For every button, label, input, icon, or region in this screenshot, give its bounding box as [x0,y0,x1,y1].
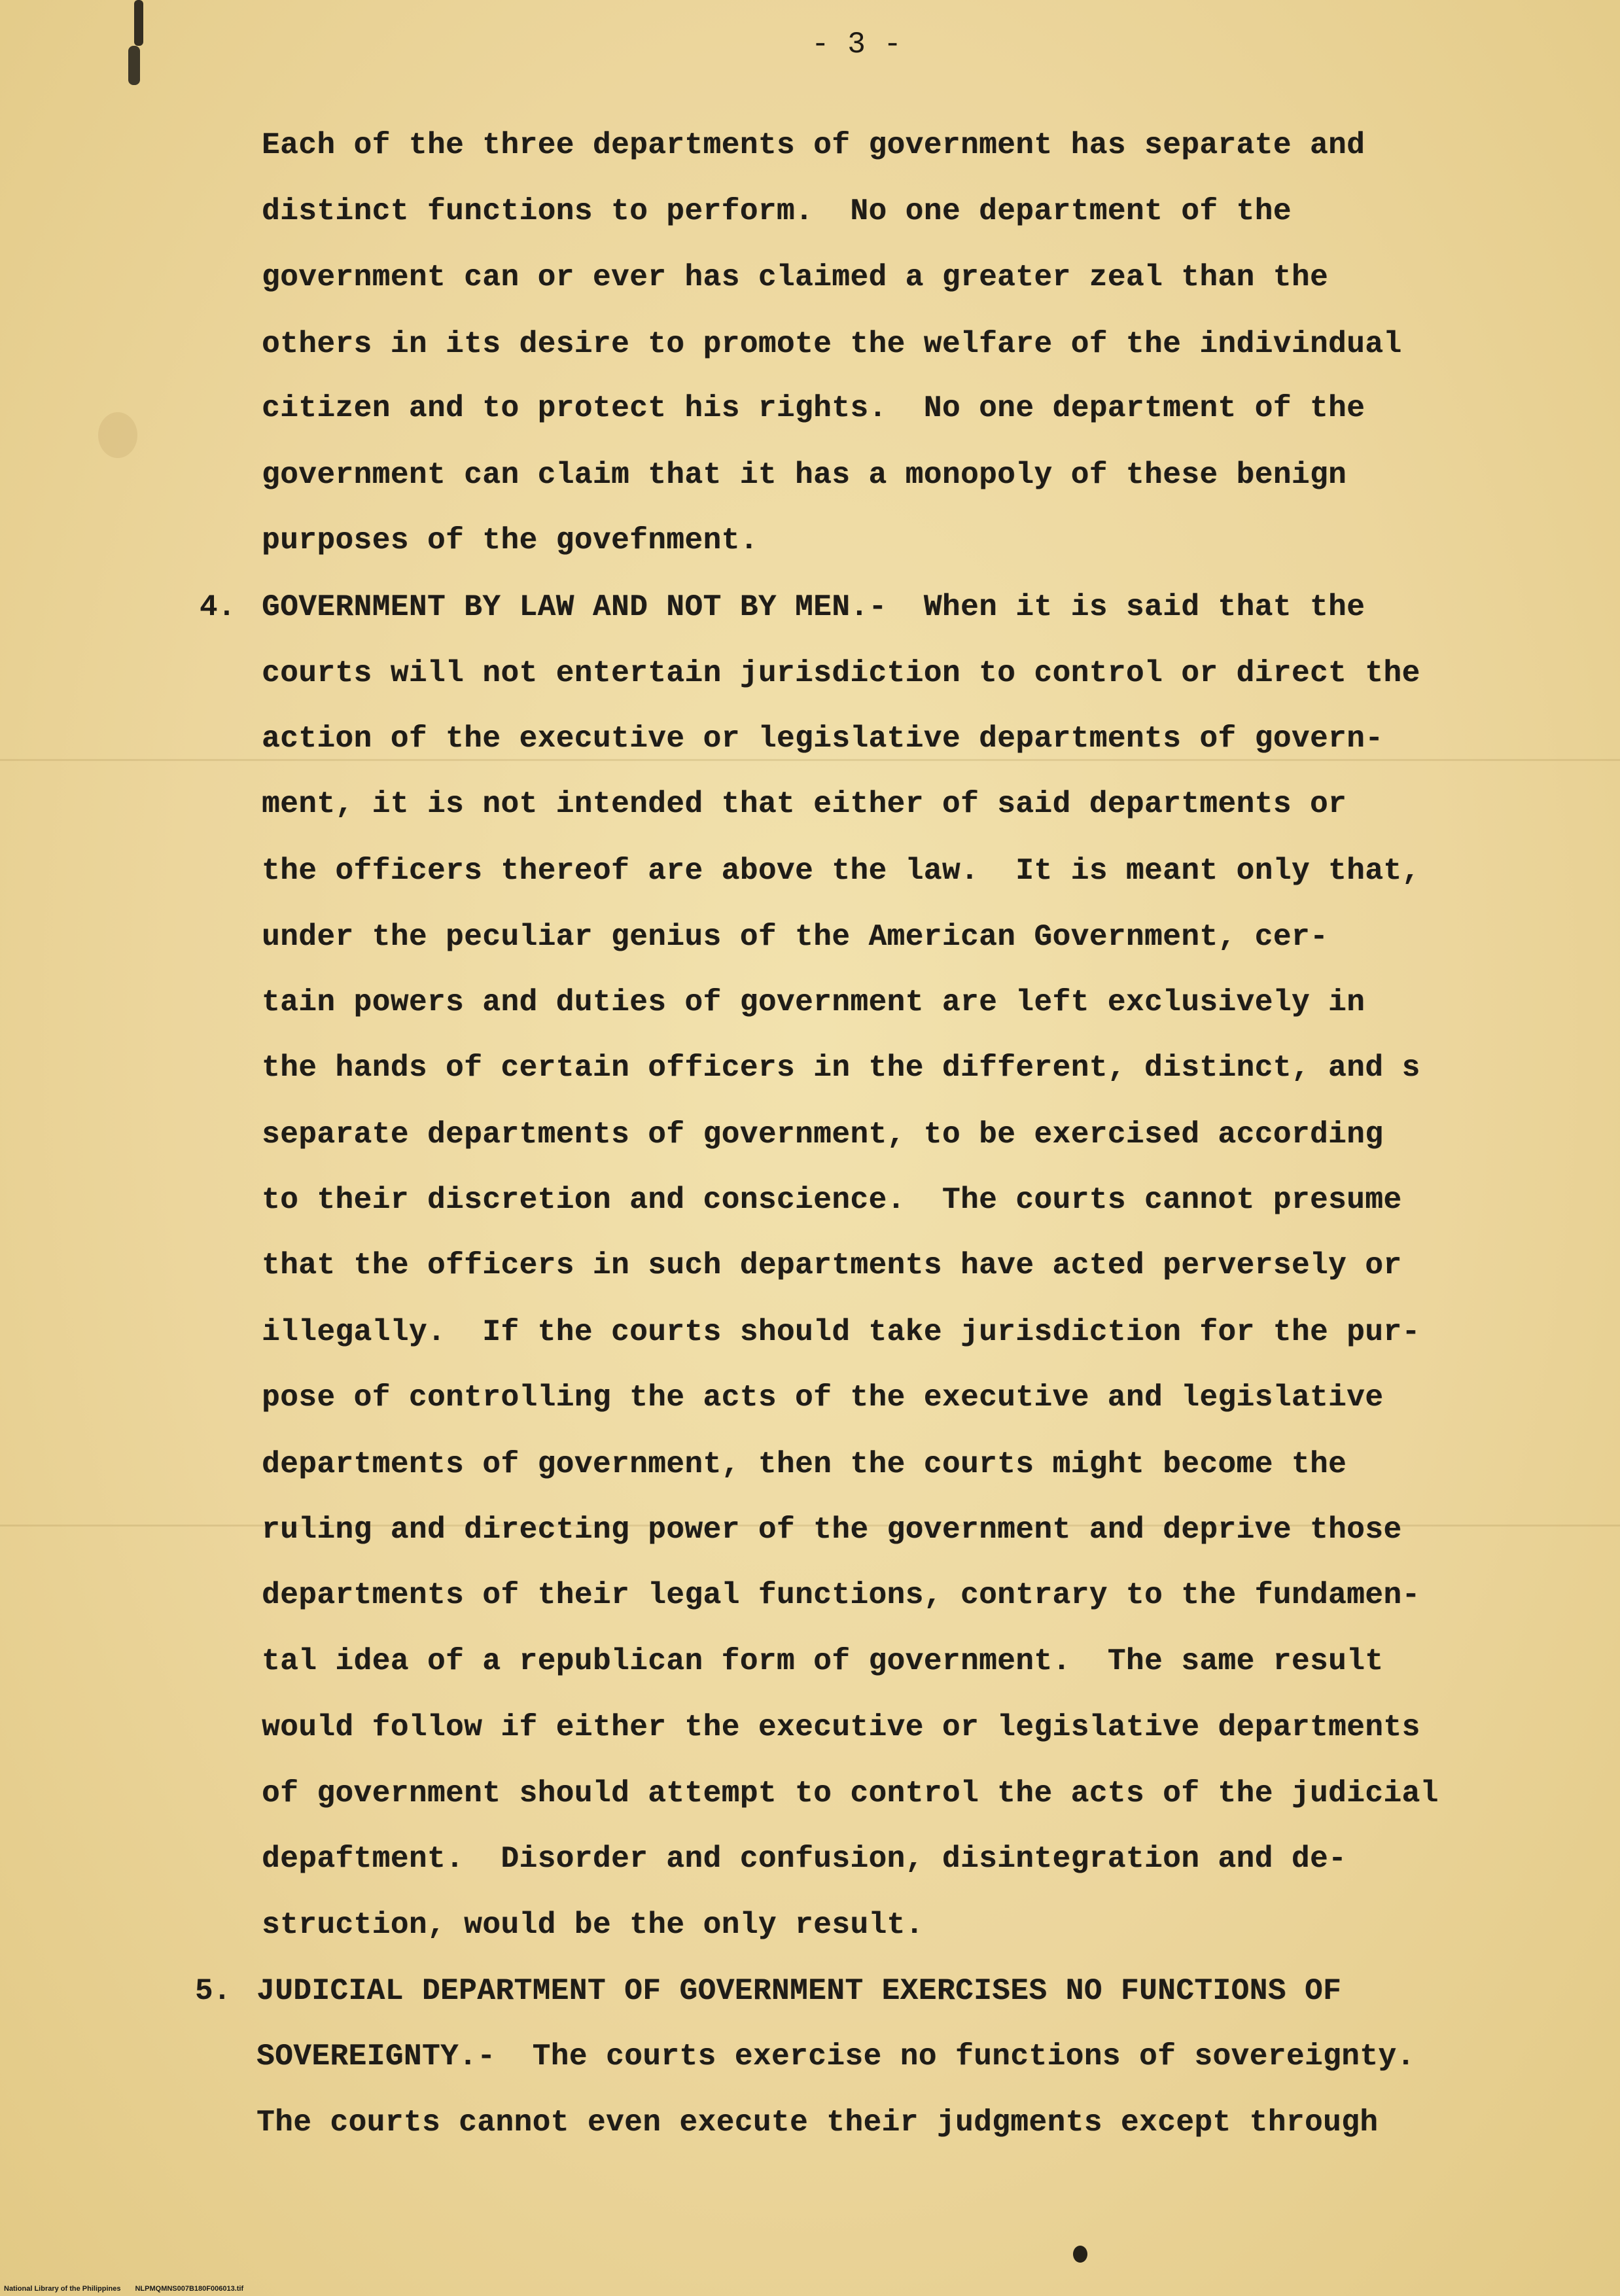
paragraph-line: purposes of the govefnment. [262,523,758,557]
paragraph-line: struction, would be the only result. [262,1908,924,1942]
archive-footer [4,2285,258,2293]
paragraph-line: to their discretion and conscience. The courts cannot presume [262,1183,1402,1217]
ink-blot [128,46,140,85]
paragraph-line: tal idea of a republican form of government. The same result [262,1644,1384,1678]
paragraph-line: of government should attempt to control the acts of the judicial [262,1776,1439,1810]
paragraph-line: courts will not entertain jurisdiction to control or direct the [262,656,1420,690]
paragraph-line: government can or ever has claimed a greater zeal than the [262,260,1329,294]
paper-fold-crease [0,759,1620,761]
section-heading-line: GOVERNMENT BY LAW AND NOT BY MEN.- When it is said that the [262,590,1365,624]
paragraph-line: others in its desire to promote the welfare of the indivindual [262,327,1402,361]
paragraph-line: SOVEREIGNTY.- The courts exercise no functions of sovereignty. [256,2040,1415,2074]
paragraph-line: depaftment. Disorder and confusion, disintegration and de- [262,1842,1347,1876]
paragraph-line: The courts cannot even execute their judgments except through [256,2106,1379,2140]
footer-institution: National Library of the Philippines [4,2285,121,2293]
paragraph-line: would follow if either the executive or legislative departments [262,1710,1420,1744]
paragraph-line: government can claim that it has a monopoly of these benign [262,458,1347,492]
paragraph-line: action of the executive or legislative departments of govern- [262,722,1384,756]
paper-stain [98,412,137,458]
paragraph-line: departments of their legal functions, contrary to the fundamen- [262,1578,1420,1612]
paragraph-line: the hands of certain officers in the different, distinct, and s [262,1051,1420,1085]
page-number: - 3 - [811,27,902,62]
paragraph-line: ruling and directing power of the government and deprive those [262,1513,1402,1547]
paragraph-line: Each of the three departments of government has separate and [262,128,1365,162]
paragraph-line: the officers thereof are above the law. It is meant only that, [262,854,1420,888]
section-heading-line: JUDICIAL DEPARTMENT OF GOVERNMENT EXERCISES NO FUNCTIONS OF [256,1974,1342,2008]
section-number: 5. [195,1974,232,2008]
paragraph-line: pose of controlling the acts of the executive and legislative [262,1381,1384,1415]
paragraph-line: under the peculiar genius of the American Government, cer- [262,920,1329,954]
paragraph-line: that the officers in such departments have acted perversely or [262,1248,1402,1282]
paragraph-line: departments of government, then the courts might become the [262,1447,1347,1481]
paragraph-line: ment, it is not intended that either of said departments or [262,787,1347,821]
paragraph-line: distinct functions to perform. No one department of the [262,194,1292,228]
ink-blot [134,0,143,46]
paragraph-line: tain powers and duties of government are left exclusively in [262,985,1365,1019]
paragraph-line: illegally. If the courts should take jurisdiction for the pur- [262,1315,1420,1349]
footer-file-id: NLPMQMNS007B180F006013.tif [135,2285,244,2293]
section-number: 4. [200,590,236,624]
paragraph-line: separate departments of government, to be exercised according [262,1118,1384,1152]
ink-blot [1073,2246,1087,2263]
paragraph-line: citizen and to protect his rights. No one department of the [262,391,1365,425]
